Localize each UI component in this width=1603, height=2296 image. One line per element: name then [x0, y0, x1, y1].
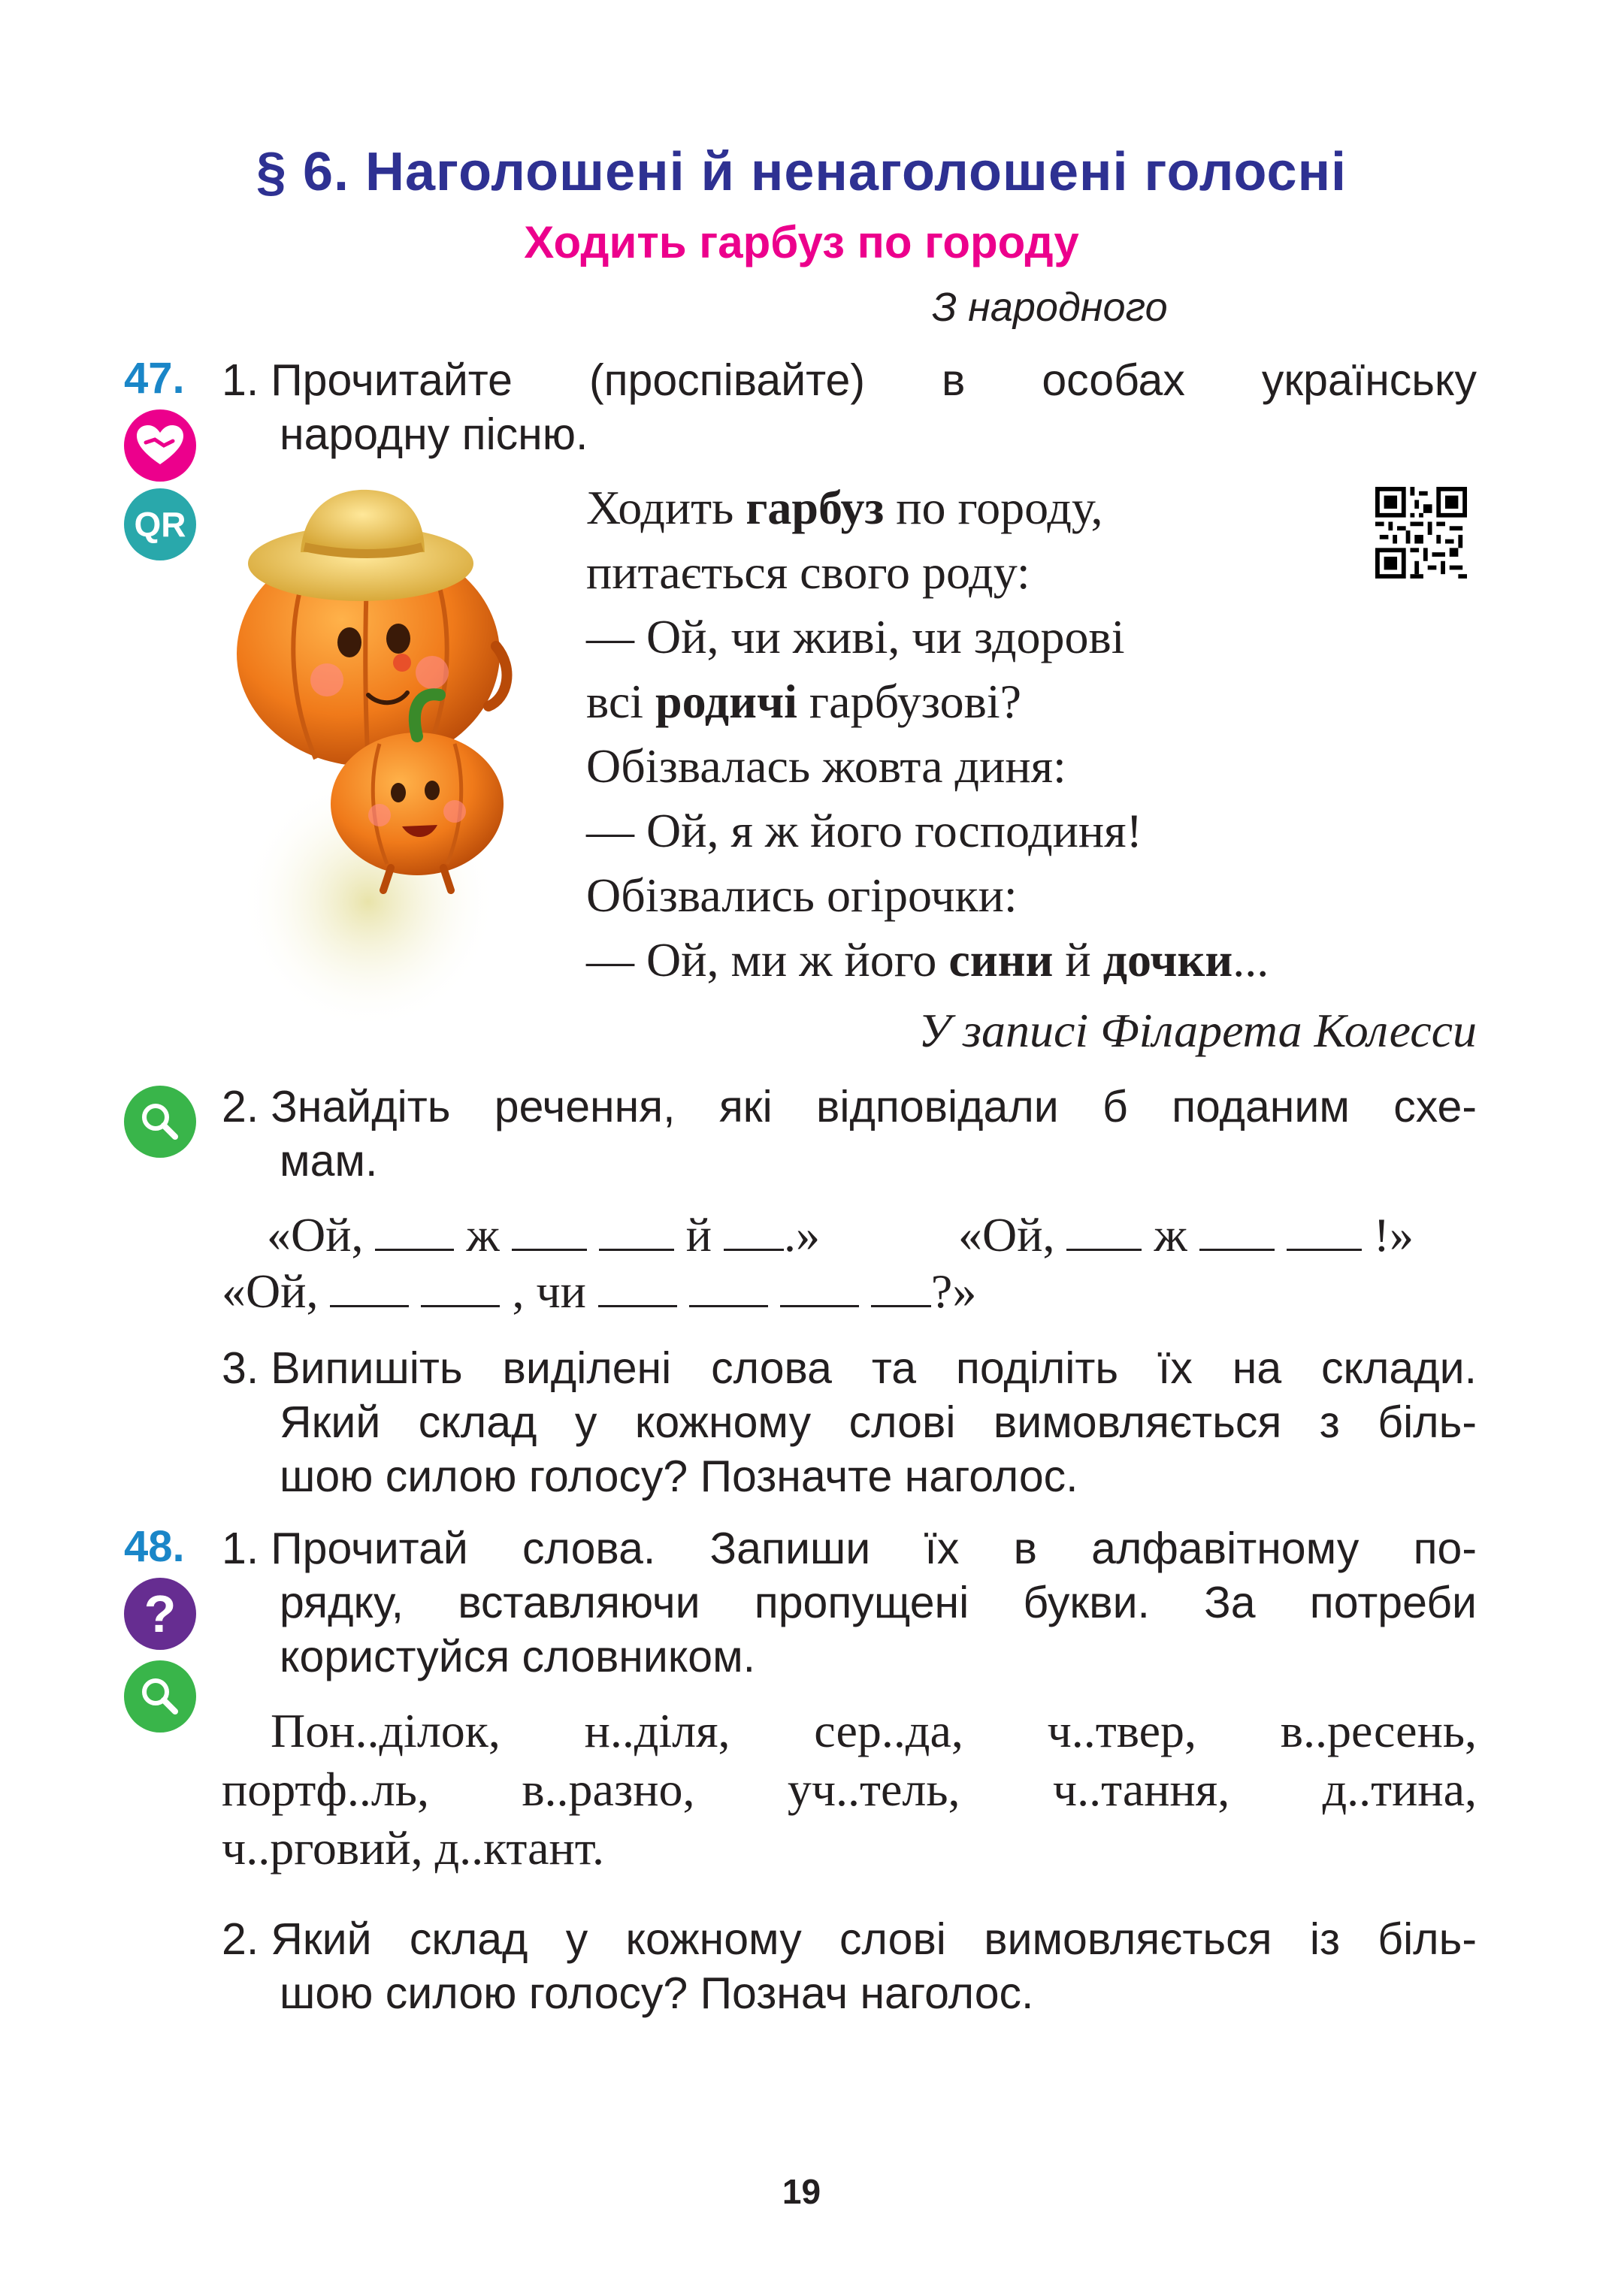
- ex48-task2-line2: шою силою голосу? Познач наголос.: [280, 1968, 1034, 2018]
- search-icon: [124, 1086, 196, 1158]
- poem-line: Обізвались огірочки:: [586, 869, 1018, 922]
- ex47-task2-line2: мам.: [280, 1136, 378, 1186]
- ex47-task3-line2: Який склад у кожному слові вимовляється з біль-: [280, 1397, 1477, 1447]
- ex47-task3-line1: Випишіть виділені слова та поділіть їх на склади.: [271, 1343, 1477, 1393]
- song-title: Ходить гарбуз по городу: [524, 217, 1079, 267]
- ex47-task1: [222, 353, 1477, 461]
- ex48-words-line2: портф..ль, в..разно, уч..тель, ч..тання, д..тина,: [222, 1763, 1477, 1816]
- poem-line: — Ой, я ж його господиня!: [586, 804, 1142, 857]
- ex48-words: [222, 1702, 1477, 1878]
- ex48-task2-line1: Який склад у кожному слові вимовляється із біль-: [271, 1914, 1477, 1964]
- ex47-task2: [222, 1080, 1477, 1188]
- ex48-task1-line3: користуйся словником.: [280, 1632, 756, 1681]
- search-icon: [124, 1660, 196, 1733]
- ex48-task1-num: 1.: [222, 1524, 259, 1573]
- exercise-48-number: 48.: [124, 1522, 185, 1571]
- ex48-task2: [222, 1912, 1477, 2020]
- ex47-task3-num: 3.: [222, 1343, 259, 1393]
- poem-line: Обізвалась жовта диня:: [586, 739, 1066, 793]
- page-number: 19: [782, 2172, 821, 2211]
- qr-code-icon[interactable]: QR: [124, 488, 196, 560]
- qr-code[interactable]: [1375, 487, 1467, 579]
- ex47-task2-line1: Знайдіть речення, які відповідали б поданим схе-: [271, 1082, 1477, 1131]
- ex48-task1-line1: Прочитай слова. Запиши їх в алфавітному по-: [271, 1524, 1477, 1573]
- poem: [586, 476, 1269, 992]
- question-icon: ?: [124, 1578, 196, 1650]
- ex47-task3-line3: шою силою голосу? Позначте наголос.: [280, 1452, 1078, 1501]
- ex48-task1-line2: рядку, вставляючи пропущені букви. За потреби: [280, 1578, 1477, 1627]
- source-note: З народного: [932, 285, 1168, 330]
- ex47-task2-num: 2.: [222, 1082, 259, 1131]
- ex48-task1: [222, 1521, 1477, 1684]
- ex47-task3: [222, 1341, 1477, 1503]
- ex48-words-line3: ч..рговий, д..ктант.: [222, 1821, 604, 1875]
- ex47-task1-num: 1.: [222, 355, 259, 405]
- scheme-1: «Ой, ж й .»: [267, 1208, 820, 1261]
- scheme-2: «Ой, ж !»: [958, 1208, 1414, 1261]
- section-title: § 6. Наголошені й ненаголошені голосні: [256, 142, 1347, 202]
- ex48-task2-num: 2.: [222, 1914, 259, 1964]
- scheme-3: «Ой, , чи ?»: [222, 1264, 977, 1318]
- poem-line-last: — Ой, ми ж його сини й дочки...: [586, 933, 1269, 986]
- poem-line: питається свого роду:: [586, 545, 1030, 599]
- ex47-task1-line2: народну пісню.: [280, 409, 588, 459]
- pair-work-icon: [124, 409, 196, 482]
- ex48-words-line1: Пон..ділок, н..діля, сер..да, ч..твер, в..ресень,: [271, 1704, 1477, 1757]
- pumpkin-illustration: [218, 481, 564, 1022]
- poem-author: У записі Філарета Колесси: [918, 1004, 1477, 1057]
- poem-line: — Ой, чи живі, чи здорові: [586, 610, 1125, 663]
- ex47-task1-line1: Прочитайте (проспівайте) в особах українську: [271, 355, 1477, 405]
- poem-line: всі родичі гарбузові?: [586, 675, 1021, 728]
- exercise-47-number: 47.: [124, 354, 185, 403]
- poem-line: Ходить гарбуз по городу,: [586, 481, 1103, 534]
